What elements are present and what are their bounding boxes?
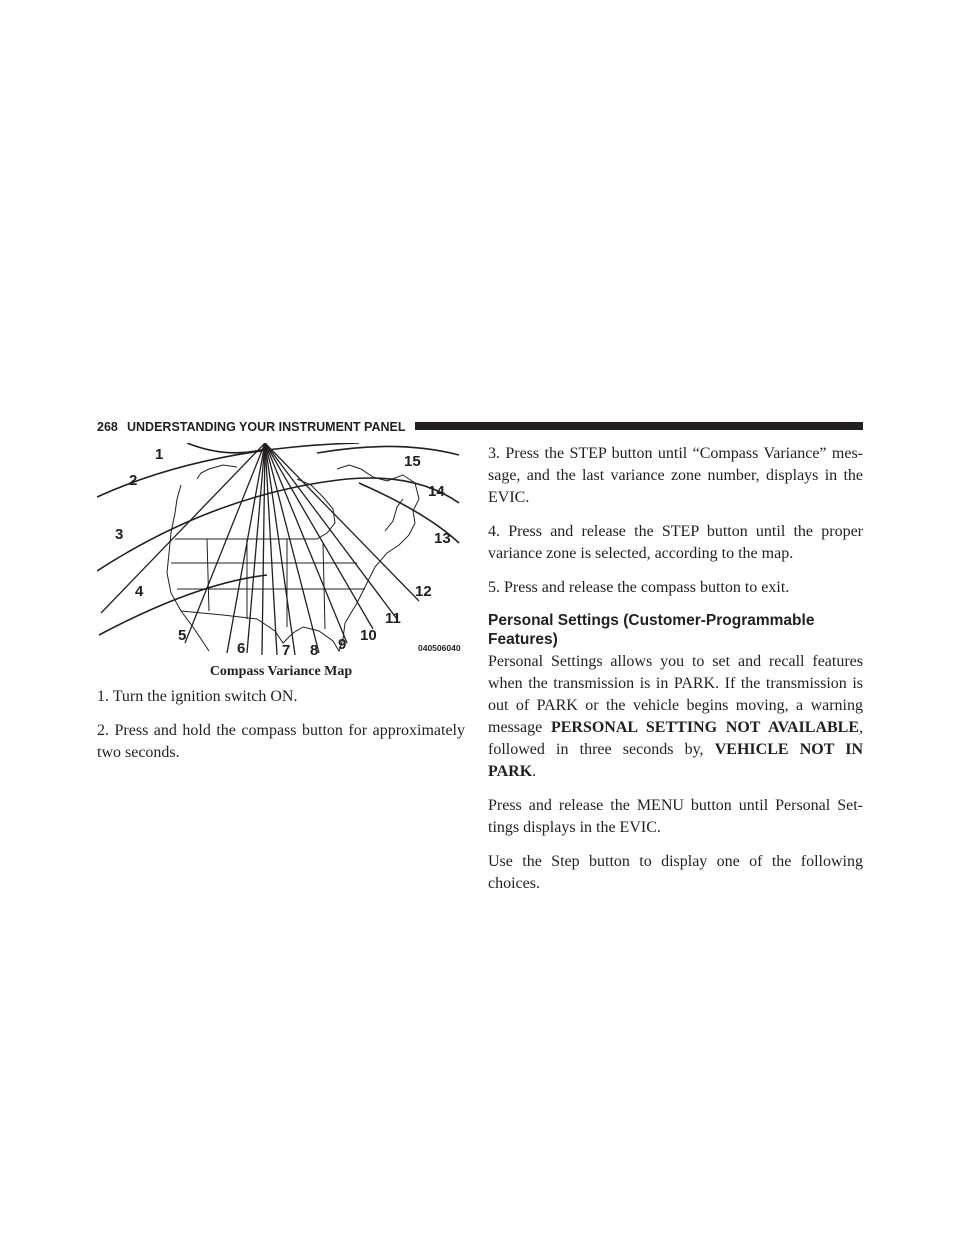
zone-label: 12	[415, 583, 432, 600]
para1-text: Personal Settings allows you to set and recall features when the transmission is in PARK. If the transmission is out of PARK or the vehicle begins moving, a warning message	[488, 653, 863, 736]
zone-label: 3	[115, 526, 124, 543]
zone-label: 9	[338, 636, 347, 653]
isogonic-line	[265, 443, 347, 643]
state-border	[207, 539, 209, 611]
subheading: Personal Settings (Customer-Programmable Features)	[488, 612, 815, 648]
para1-mid: , followed in three seconds by,	[488, 719, 864, 758]
map-svg	[97, 443, 465, 656]
zone-label: 13	[434, 530, 451, 547]
isogonic-line	[265, 443, 397, 619]
zone-label: 10	[360, 627, 377, 644]
figure-code: 040506040	[418, 643, 461, 653]
step-3: 3. Press the STEP button until “Compass Variance” mes- sage, and the last variance zone number, displays in the EVIC.	[488, 445, 863, 506]
para1-end: .	[532, 763, 537, 780]
coastline	[167, 485, 209, 651]
isogonic-line	[227, 443, 265, 653]
section-title: UNDERSTANDING YOUR INSTRUMENT PANEL	[127, 420, 406, 434]
right-column	[488, 443, 863, 907]
paragraph-2: Press and release the MENU button until Personal Set- tings displays in the EVIC.	[488, 797, 863, 836]
figure-caption: Compass Variance Map	[209, 664, 353, 679]
coastline	[337, 465, 419, 523]
page-number: 268	[97, 420, 118, 434]
zone-label: 7	[282, 642, 291, 656]
isogonic-line	[265, 443, 295, 655]
zone-label: 8	[310, 642, 319, 656]
compass-variance-map	[97, 443, 465, 656]
step-4: 4. Press and release the STEP button until the proper variance zone is selected, according to the map.	[488, 523, 863, 562]
left-column	[97, 686, 465, 776]
step-1: 1. Turn the ignition switch ON.	[97, 688, 298, 705]
paragraph-1	[488, 651, 863, 783]
zone-label: 11	[385, 610, 401, 627]
paragraph-3: Use the Step button to display one of the following choices.	[488, 853, 863, 892]
zone-label: 5	[178, 627, 187, 644]
step-5: 5. Press and release the compass button to exit.	[488, 579, 790, 596]
zone-label: 2	[129, 472, 138, 489]
step-2: 2. Press and hold the compass button for approximately two seconds.	[97, 722, 465, 761]
warning-message-2: VEHICLE NOT IN PARK	[488, 741, 864, 780]
zone-arc	[99, 575, 267, 635]
zone-label: 6	[237, 640, 246, 656]
zone-label: 14	[428, 483, 445, 500]
isogonic-line	[101, 443, 265, 613]
zone-label: 1	[155, 446, 164, 463]
isogonic-line	[265, 443, 319, 653]
isogonic-line	[265, 443, 419, 601]
warning-message: PERSONAL SETTING NOT AVAILABLE	[550, 719, 860, 736]
coastline	[345, 523, 415, 623]
coastline	[197, 465, 237, 479]
isogonic-line	[265, 443, 373, 629]
zone-arc	[317, 446, 459, 455]
page-header	[97, 419, 863, 435]
zone-label: 4	[135, 583, 144, 600]
zone-label: 15	[404, 453, 421, 470]
isogonic-line	[265, 443, 277, 655]
header-rule	[415, 422, 863, 430]
